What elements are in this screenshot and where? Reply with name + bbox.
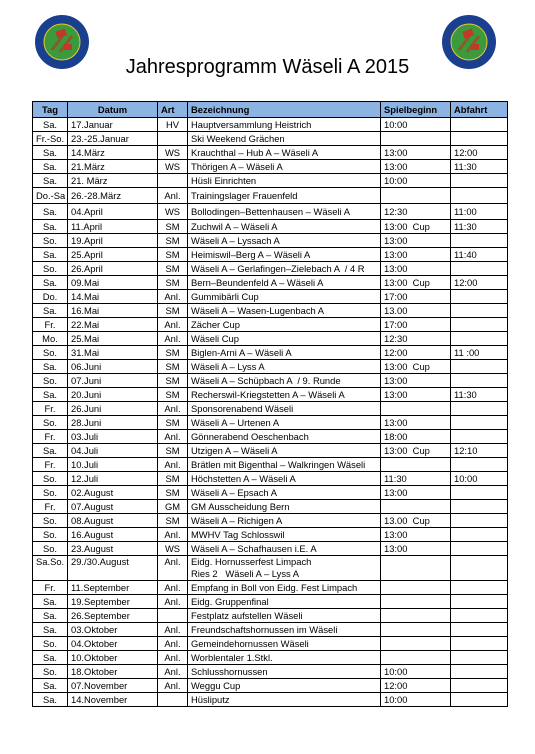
cell-abfahrt xyxy=(451,693,508,707)
cell-bezeichnung: Wäseli A – Gerlafingen–Zielebach A / 4 R xyxy=(188,262,381,276)
cell-abfahrt xyxy=(451,374,508,388)
table-row xyxy=(33,174,508,188)
cell-datum: 11.April xyxy=(68,220,158,234)
table-row xyxy=(33,514,508,528)
table-row xyxy=(33,220,508,234)
cell-tag: Fr. xyxy=(33,581,68,595)
cell-tag: So. xyxy=(33,528,68,542)
cell-datum: 07.August xyxy=(68,500,158,514)
table-row xyxy=(33,346,508,360)
table-row xyxy=(33,262,508,276)
cell-spielbeginn: 10:00 xyxy=(381,693,451,707)
cell-spielbeginn: 10:00 xyxy=(381,665,451,679)
cell-abfahrt xyxy=(451,623,508,637)
cell-bezeichnung: Festplatz aufstellen Wäseli xyxy=(188,609,381,623)
cell-art: Anl. xyxy=(158,679,188,693)
cell-spielbeginn: 13:00 Cup xyxy=(381,276,451,290)
cell-abfahrt: 11:00 xyxy=(451,204,508,220)
cell-abfahrt xyxy=(451,486,508,500)
cell-tag: Sa. xyxy=(33,248,68,262)
cell-tag: Sa. xyxy=(33,220,68,234)
cell-art: Anl. xyxy=(158,188,188,204)
cell-art: HV xyxy=(158,118,188,132)
cell-abfahrt xyxy=(451,416,508,430)
cell-art: SM xyxy=(158,220,188,234)
table-row xyxy=(33,458,508,472)
cell-bezeichnung: Wäseli A – Schüpbach A / 9. Runde xyxy=(188,374,381,388)
cell-abfahrt xyxy=(451,262,508,276)
cell-bezeichnung: Hüsliputz xyxy=(188,693,381,707)
cell-art: Anl. xyxy=(158,290,188,304)
cell-spielbeginn xyxy=(381,402,451,416)
cell-spielbeginn: 13:00 xyxy=(381,248,451,262)
cell-datum: 26.-28.März xyxy=(68,188,158,204)
cell-datum: 03.Oktober xyxy=(68,623,158,637)
cell-abfahrt: 11:30 xyxy=(451,160,508,174)
cell-art: SM xyxy=(158,304,188,318)
cell-tag: So. xyxy=(33,472,68,486)
cell-bezeichnung xyxy=(188,556,381,581)
table-row xyxy=(33,118,508,132)
table-row xyxy=(33,234,508,248)
cell-abfahrt xyxy=(451,402,508,416)
cell-bezeichnung: Wäseli A – Wasen-Lugenbach A xyxy=(188,304,381,318)
cell-datum: 17.Januar xyxy=(68,118,158,132)
cell-tag: Sa. xyxy=(33,595,68,609)
cell-datum: 19.April xyxy=(68,234,158,248)
cell-tag: So. xyxy=(33,346,68,360)
cell-datum: 26.September xyxy=(68,609,158,623)
cell-datum: 03.Juli xyxy=(68,430,158,444)
table-row xyxy=(33,609,508,623)
cell-art: Anl. xyxy=(158,528,188,542)
cell-datum: 12.Juli xyxy=(68,472,158,486)
cell-bezeichnung: Wäseli A – Schafhausen i.E. A xyxy=(188,542,381,556)
cell-datum: 21. März xyxy=(68,174,158,188)
cell-spielbeginn: 11:30 xyxy=(381,472,451,486)
cell-abfahrt xyxy=(451,651,508,665)
cell-bezeichnung: Brätlen mit Bigenthal – Walkringen Wäseli xyxy=(188,458,381,472)
cell-tag: Sa. xyxy=(33,146,68,160)
cell-tag: So. xyxy=(33,416,68,430)
table-row xyxy=(33,651,508,665)
cell-spielbeginn: 13:00 xyxy=(381,388,451,402)
column-header-tag: Tag xyxy=(33,102,68,118)
table-row xyxy=(33,276,508,290)
cell-art: Anl. xyxy=(158,581,188,595)
table-row xyxy=(33,637,508,651)
table-row xyxy=(33,528,508,542)
cell-abfahrt: 11:40 xyxy=(451,248,508,262)
cell-art: SM xyxy=(158,514,188,528)
cell-bezeichnung: Eidg. Gruppenfinal xyxy=(188,595,381,609)
cell-art: Anl. xyxy=(158,595,188,609)
cell-datum: 08.August xyxy=(68,514,158,528)
cell-abfahrt xyxy=(451,360,508,374)
cell-art: SM xyxy=(158,486,188,500)
cell-datum: 28.Juni xyxy=(68,416,158,430)
cell-art: WS xyxy=(158,160,188,174)
cell-spielbeginn xyxy=(381,623,451,637)
cell-bezeichnung: Wäseli A – Lyssach A xyxy=(188,234,381,248)
table-row xyxy=(33,472,508,486)
cell-tag: Sa. xyxy=(33,276,68,290)
cell-datum: 09.Mai xyxy=(68,276,158,290)
cell-datum: 21.März xyxy=(68,160,158,174)
cell-bezeichnung: Gemeindehornussen Wäseli xyxy=(188,637,381,651)
cell-bezeichnung: Ski Weekend Grächen xyxy=(188,132,381,146)
cell-bezeichnung: GM Ausscheidung Bern xyxy=(188,500,381,514)
table-row xyxy=(33,556,508,581)
table-row xyxy=(33,693,508,707)
cell-spielbeginn: 12:00 xyxy=(381,346,451,360)
table-row xyxy=(33,160,508,174)
table-row xyxy=(33,388,508,402)
cell-abfahrt: 10:00 xyxy=(451,472,508,486)
cell-bezeichnung: Wäseli A – Epsach A xyxy=(188,486,381,500)
cell-datum: 26.Juni xyxy=(68,402,158,416)
cell-datum: 25.April xyxy=(68,248,158,262)
cell-bezeichnung: Bollodingen–Bettenhausen – Wäseli A xyxy=(188,204,381,220)
cell-tag: So. xyxy=(33,637,68,651)
cell-spielbeginn: 13:00 xyxy=(381,486,451,500)
cell-art: SM xyxy=(158,248,188,262)
cell-art: Anl. xyxy=(158,332,188,346)
cell-bezeichnung: Schlusshornussen xyxy=(188,665,381,679)
cell-datum: 07.Juni xyxy=(68,374,158,388)
cell-tag: Do. xyxy=(33,290,68,304)
cell-datum: 02.August xyxy=(68,486,158,500)
table-row xyxy=(33,132,508,146)
cell-datum: 19.September xyxy=(68,595,158,609)
cell-art xyxy=(158,174,188,188)
cell-abfahrt xyxy=(451,665,508,679)
table-row xyxy=(33,665,508,679)
cell-bezeichnung: Zuchwil A – Wäseli A xyxy=(188,220,381,234)
cell-art: SM xyxy=(158,374,188,388)
cell-spielbeginn: 13:00 xyxy=(381,160,451,174)
cell-datum: 16.Mai xyxy=(68,304,158,318)
cell-art: GM xyxy=(158,500,188,514)
cell-bezeichnung: Recherswil-Kriegstetten A – Wäseli A xyxy=(188,388,381,402)
cell-art: Anl. xyxy=(158,556,188,581)
table-row xyxy=(33,430,508,444)
cell-art: Anl. xyxy=(158,637,188,651)
cell-datum: 11.September xyxy=(68,581,158,595)
cell-datum: 10.Juli xyxy=(68,458,158,472)
cell-datum: 07.November xyxy=(68,679,158,693)
cell-bezeichnung: Wäseli Cup xyxy=(188,332,381,346)
column-header-abfahrt: Abfahrt xyxy=(451,102,508,118)
cell-tag: Sa. xyxy=(33,651,68,665)
cell-datum: 14.März xyxy=(68,146,158,160)
cell-bezeichnung: Hüsli Einrichten xyxy=(188,174,381,188)
cell-bezeichnung: Freundschaftshornussen im Wäseli xyxy=(188,623,381,637)
cell-art: Anl. xyxy=(158,458,188,472)
cell-tag: So. xyxy=(33,262,68,276)
cell-bezeichnung: Gönnerabend Oeschenbach xyxy=(188,430,381,444)
cell-tag: Sa. xyxy=(33,160,68,174)
cell-bezeichnung: Wäseli A – Lyss A xyxy=(188,360,381,374)
cell-bezeichnung: Gummibärli Cup xyxy=(188,290,381,304)
cell-abfahrt xyxy=(451,332,508,346)
table-header-row xyxy=(33,102,508,118)
cell-tag: Sa. xyxy=(33,679,68,693)
cell-bezeichnung: Hauptversammlung Heistrich xyxy=(188,118,381,132)
cell-abfahrt xyxy=(451,430,508,444)
table-row xyxy=(33,416,508,430)
cell-tag: Sa. xyxy=(33,388,68,402)
cell-tag: Sa. xyxy=(33,174,68,188)
cell-spielbeginn xyxy=(381,595,451,609)
cell-bezeichnung: Wäseli A – Richigen A xyxy=(188,514,381,528)
cell-tag: Fr. xyxy=(33,430,68,444)
cell-tag: Sa. xyxy=(33,204,68,220)
table-row xyxy=(33,486,508,500)
cell-bezeichnung: Krauchthal – Hub A – Wäseli A xyxy=(188,146,381,160)
cell-spielbeginn: 12:00 xyxy=(381,679,451,693)
cell-bezeichnung: Utzigen A – Wäseli A xyxy=(188,444,381,458)
cell-tag: Sa. xyxy=(33,609,68,623)
cell-tag: Sa. xyxy=(33,304,68,318)
cell-abfahrt xyxy=(451,234,508,248)
cell-tag: Sa. xyxy=(33,693,68,707)
cell-spielbeginn: 13:00 xyxy=(381,262,451,276)
cell-spielbeginn xyxy=(381,651,451,665)
cell-spielbeginn xyxy=(381,637,451,651)
cell-abfahrt xyxy=(451,528,508,542)
cell-tag: So. xyxy=(33,374,68,388)
cell-tag: So. xyxy=(33,234,68,248)
cell-spielbeginn: 13:00 xyxy=(381,416,451,430)
cell-spielbeginn: 13:00 Cup xyxy=(381,360,451,374)
cell-spielbeginn: 13:00 Cup xyxy=(381,444,451,458)
cell-datum: 31.Mai xyxy=(68,346,158,360)
cell-bezeichnung: Biglen-Arni A – Wäseli A xyxy=(188,346,381,360)
cell-tag: So. xyxy=(33,665,68,679)
cell-spielbeginn xyxy=(381,556,451,581)
cell-bezeichnung: Empfang in Boll von Eidg. Fest Limpach xyxy=(188,581,381,595)
cell-art: Anl. xyxy=(158,651,188,665)
cell-tag: Mo. xyxy=(33,332,68,346)
cell-spielbeginn: 13:00 xyxy=(381,234,451,248)
cell-spielbeginn: 13:00 xyxy=(381,528,451,542)
cell-tag: Sa. xyxy=(33,623,68,637)
table-row xyxy=(33,332,508,346)
cell-abfahrt xyxy=(451,318,508,332)
page-title: Jahresprogramm Wäseli A 2015 xyxy=(125,56,410,78)
cell-abfahrt xyxy=(451,637,508,651)
cell-spielbeginn: 10:00 xyxy=(381,118,451,132)
cell-datum: 25.Mai xyxy=(68,332,158,346)
cell-abfahrt xyxy=(451,458,508,472)
cell-tag: So. xyxy=(33,514,68,528)
cell-abfahrt: 11:30 xyxy=(451,388,508,402)
cell-datum: 16.August xyxy=(68,528,158,542)
cell-spielbeginn xyxy=(381,188,451,204)
cell-spielbeginn: 10:00 xyxy=(381,174,451,188)
cell-tag: Fr. xyxy=(33,458,68,472)
cell-abfahrt: 11 :00 xyxy=(451,346,508,360)
cell-art: Anl. xyxy=(158,430,188,444)
cell-abfahrt xyxy=(451,290,508,304)
cell-abfahrt xyxy=(451,581,508,595)
cell-datum: 04.April xyxy=(68,204,158,220)
cell-tag: Sa. xyxy=(33,118,68,132)
cell-art: SM xyxy=(158,388,188,402)
cell-art xyxy=(158,132,188,146)
table-row xyxy=(33,374,508,388)
cell-datum: 26.April xyxy=(68,262,158,276)
cell-abfahrt xyxy=(451,556,508,581)
cell-datum: 14.November xyxy=(68,693,158,707)
table-row xyxy=(33,304,508,318)
cell-abfahrt xyxy=(451,304,508,318)
cell-spielbeginn xyxy=(381,609,451,623)
cell-spielbeginn: 12:30 xyxy=(381,332,451,346)
cell-abfahrt: 11:30 xyxy=(451,220,508,234)
cell-spielbeginn xyxy=(381,132,451,146)
cell-abfahrt xyxy=(451,595,508,609)
cell-datum: 06.Juni xyxy=(68,360,158,374)
cell-abfahrt xyxy=(451,188,508,204)
column-header-art: Art xyxy=(158,102,188,118)
table-row xyxy=(33,444,508,458)
table-row xyxy=(33,318,508,332)
cell-spielbeginn: 13:00 xyxy=(381,146,451,160)
cell-bezeichnung: Zächer Cup xyxy=(188,318,381,332)
cell-spielbeginn: 13.00 xyxy=(381,304,451,318)
cell-abfahrt: 12:00 xyxy=(451,276,508,290)
cell-art: Anl. xyxy=(158,318,188,332)
cell-datum: 22.Mai xyxy=(68,318,158,332)
table-row xyxy=(33,623,508,637)
cell-art: Anl. xyxy=(158,402,188,416)
cell-art: SM xyxy=(158,346,188,360)
cell-spielbeginn: 13:00 xyxy=(381,374,451,388)
cell-abfahrt xyxy=(451,609,508,623)
cell-datum: 04.Juli xyxy=(68,444,158,458)
cell-bezeichnung: Höchstetten A – Wäseli A xyxy=(188,472,381,486)
cell-bezeichnung: Wäseli A – Urtenen A xyxy=(188,416,381,430)
cell-art: SM xyxy=(158,234,188,248)
cell-bezeichnung: Thörigen A – Wäseli A xyxy=(188,160,381,174)
cell-art: Anl. xyxy=(158,623,188,637)
cell-art: WS xyxy=(158,146,188,160)
cell-bezeichnung: Heimiswil–Berg A – Wäseli A xyxy=(188,248,381,262)
cell-spielbeginn: 13:00 xyxy=(381,542,451,556)
column-header-spielbeginn: Spielbeginn xyxy=(381,102,451,118)
cell-spielbeginn xyxy=(381,458,451,472)
table-row xyxy=(33,500,508,514)
cell-abfahrt xyxy=(451,500,508,514)
table-row xyxy=(33,188,508,204)
cell-art: Anl. xyxy=(158,665,188,679)
cell-tag: Do.-Sa xyxy=(33,188,68,204)
cell-art: WS xyxy=(158,204,188,220)
cell-tag: Fr. xyxy=(33,402,68,416)
cell-abfahrt xyxy=(451,174,508,188)
cell-spielbeginn: 18:00 xyxy=(381,430,451,444)
cell-abfahrt xyxy=(451,118,508,132)
cell-art: WS xyxy=(158,542,188,556)
cell-bezeichnung: MWHV Tag Schlosswil xyxy=(188,528,381,542)
cell-art: SM xyxy=(158,416,188,430)
cell-tag: Sa. xyxy=(33,444,68,458)
table-row xyxy=(33,360,508,374)
cell-art: SM xyxy=(158,444,188,458)
cell-datum: 04.Oktober xyxy=(68,637,158,651)
cell-spielbeginn: 13.00 Cup xyxy=(381,514,451,528)
cell-art xyxy=(158,693,188,707)
cell-bezeichnung: Weggu Cup xyxy=(188,679,381,693)
cell-bezeichnung: Worblentaler 1.Stkl. xyxy=(188,651,381,665)
cell-spielbeginn xyxy=(381,581,451,595)
cell-tag: Sa. xyxy=(33,360,68,374)
cell-bezeichnung: Trainingslager Frauenfeld xyxy=(188,188,381,204)
cell-tag: Sa.So. xyxy=(33,556,68,581)
cell-spielbeginn: 13:00 Cup xyxy=(381,220,451,234)
table-row xyxy=(33,248,508,262)
cell-datum: 23.August xyxy=(68,542,158,556)
cell-tag: Fr. xyxy=(33,318,68,332)
table-row xyxy=(33,146,508,160)
table-row xyxy=(33,402,508,416)
cell-abfahrt xyxy=(451,542,508,556)
cell-abfahrt: 12:00 xyxy=(451,146,508,160)
cell-art: SM xyxy=(158,360,188,374)
cell-datum: 10.Oktober xyxy=(68,651,158,665)
cell-datum: 18.Oktober xyxy=(68,665,158,679)
cell-art: SM xyxy=(158,276,188,290)
cell-art: SM xyxy=(158,472,188,486)
column-header-bezeichnung: Bezeichnung xyxy=(188,102,381,118)
cell-tag: Fr. xyxy=(33,500,68,514)
cell-abfahrt xyxy=(451,132,508,146)
cell-abfahrt xyxy=(451,679,508,693)
cell-datum: 23.-25.Januar xyxy=(68,132,158,146)
cell-tag: So. xyxy=(33,486,68,500)
table-row xyxy=(33,204,508,220)
cell-tag: Fr.-So. xyxy=(33,132,68,146)
cell-datum: 14.Mai xyxy=(68,290,158,304)
cell-datum: 20.Juni xyxy=(68,388,158,402)
cell-bezeichnung: Bern–Beundenfeld A – Wäseli A xyxy=(188,276,381,290)
cell-bezeichnung-line: Eidg. Hornusserfest Limpach xyxy=(191,556,312,567)
cell-art xyxy=(158,609,188,623)
cell-spielbeginn: 12:30 xyxy=(381,204,451,220)
table-row xyxy=(33,290,508,304)
cell-datum: 29./30.August xyxy=(68,556,158,581)
cell-abfahrt: 12:10 xyxy=(451,444,508,458)
table-row xyxy=(33,679,508,693)
column-header-datum: Datum xyxy=(68,102,158,118)
cell-art: SM xyxy=(158,262,188,276)
table-row xyxy=(33,595,508,609)
cell-spielbeginn xyxy=(381,500,451,514)
cell-bezeichnung-line: Ries 2 Wäseli A – Lyss A xyxy=(191,568,300,579)
cell-spielbeginn: 17:00 xyxy=(381,318,451,332)
cell-bezeichnung: Sponsorenabend Wäseli xyxy=(188,402,381,416)
table-row xyxy=(33,542,508,556)
cell-abfahrt xyxy=(451,514,508,528)
table-row xyxy=(33,581,508,595)
cell-tag: So. xyxy=(33,542,68,556)
cell-spielbeginn: 17:00 xyxy=(381,290,451,304)
schedule-table xyxy=(32,101,508,707)
